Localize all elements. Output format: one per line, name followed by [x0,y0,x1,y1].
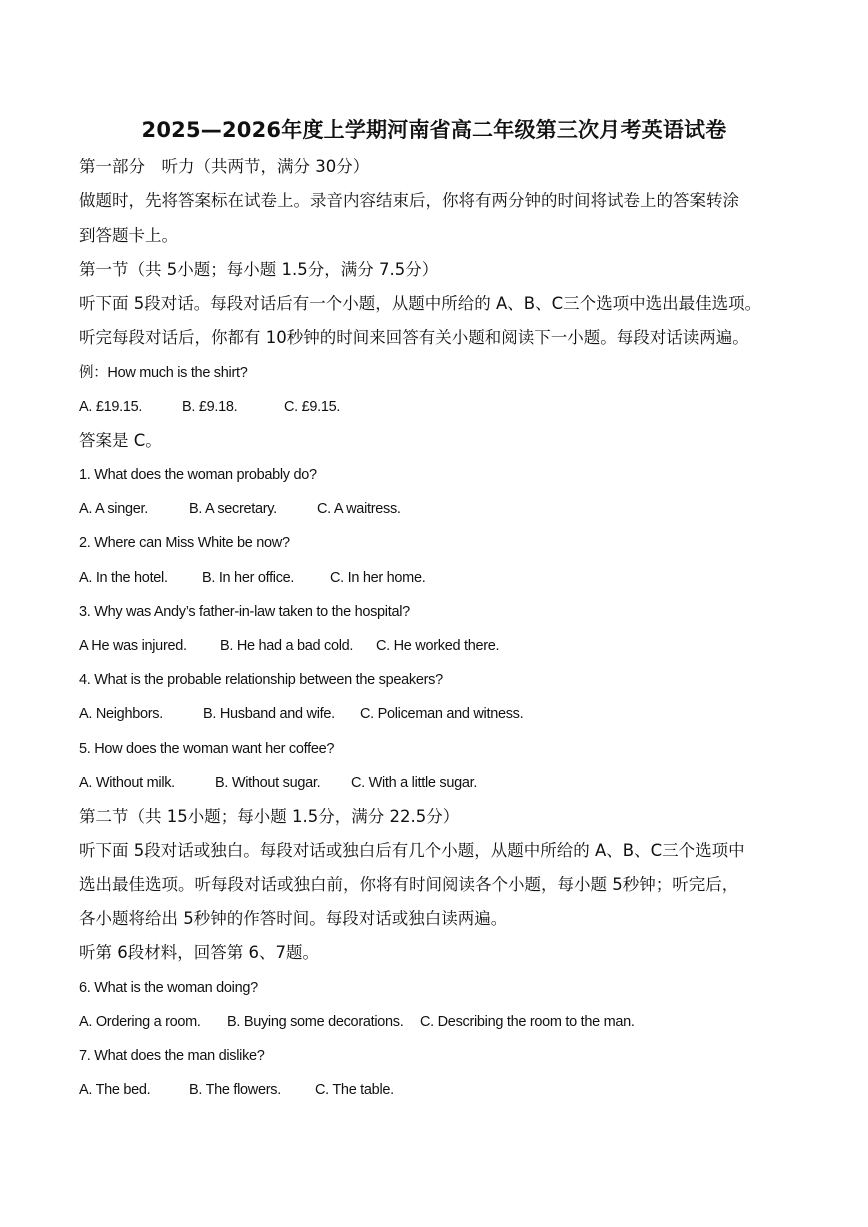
question-7-options [79,1079,394,1101]
question-4: 4. What is the probable relationship between the speakers? [79,672,443,688]
question-5-option-b: B. Without sugar. [215,775,321,791]
question-2-option-a: A. In the hotel. [79,570,168,586]
question-7-option-a: A. The bed. [79,1082,151,1098]
question-6: 6. What is the woman doing? [79,980,258,996]
section1-heading: 第一节（共 5小题；每小题 1.5分，满分 7.5分） [79,260,439,279]
example-option-a: A. £19.15. [79,399,143,415]
question-6-option-c: C. Describing the room to the man. [420,1014,635,1030]
part1-heading: 第一部分 听力（共两节，满分 30分） [79,157,370,176]
question-6-option-a: A. Ordering a room. [79,1014,201,1030]
question-4-option-b: B. Husband and wife. [203,706,335,722]
example-answer: 答案是 C。 [79,431,162,450]
question-2: 2. Where can Miss White be now? [79,535,290,551]
section1-instruction-line2: 听完每段对话后，你都有 10秒钟的时间来回答有关小题和阅读下一小题。每段对话读两遍。 [79,328,749,347]
question-3: 3. Why was Andy’s father-in-law taken to the hospital? [79,604,410,620]
question-3-options [79,635,499,657]
question-5-option-a: A. Without milk. [79,775,175,791]
question-6-option-b: B. Buying some decorations. [227,1014,404,1030]
question-2-option-b: B. In her office. [202,570,295,586]
question-3-option-c: C. He worked there. [376,638,500,654]
question-5-option-c: C. With a little sugar. [351,775,478,791]
question-2-options [79,567,425,589]
example-question: 例：How much is the shirt? [79,365,248,381]
part1-instruction-line1: 做题时，先将答案标在试卷上。录音内容结束后，你将有两分钟的时间将试卷上的答案转涂 [79,191,739,210]
section2-instruction-line2: 选出最佳选项。听每段对话或独白前，你将有时间阅读各个小题，每小题 5秒钟；听完后， [79,875,739,894]
section2-instruction-line1: 听下面 5段对话或独白。每段对话或独白后有几个小题，从题中所给的 A、B、C三个选项中 [79,841,745,860]
question-4-options [79,703,523,725]
question-1: 1. What does the woman probably do? [79,467,317,483]
question-6-options [79,1011,635,1033]
question-5: 5. How does the woman want her coffee? [79,741,335,757]
example-option-b: B. £9.18. [182,399,238,415]
question-1-option-b: B. A secretary. [189,501,277,517]
question-3-option-b: B. He had a bad cold. [220,638,354,654]
question-7: 7. What does the man dislike? [79,1048,265,1064]
question-5-options [79,772,477,794]
question-4-option-c: C. Policeman and witness. [360,706,524,722]
exam-title: 2025—2026年度上学期河南省高二年级第三次月考英语试卷 [141,118,727,142]
question-1-options [79,498,401,520]
section1-instruction-line1: 听下面 5段对话。每段对话后有一个小题，从题中所给的 A、B、C三个选项中选出最佳选项。 [79,294,762,313]
question-3-option-a: A He was injured. [79,638,187,654]
section2-instruction-line3: 各小题将给出 5秒钟的作答时间。每段对话或独白读两遍。 [79,909,508,928]
question-1-option-c: C. A waitress. [317,501,401,517]
example-options [79,396,340,418]
section2-heading: 第二节（共 15小题；每小题 1.5分，满分 22.5分） [79,807,460,826]
question-7-option-b: B. The flowers. [189,1082,281,1098]
material-heading: 听第 6段材料，回答第 6、7题。 [79,943,319,962]
example-option-c: C. £9.15. [284,399,341,415]
question-1-option-a: A. A singer. [79,501,148,517]
question-2-option-c: C. In her home. [330,570,426,586]
question-4-option-a: A. Neighbors. [79,706,163,722]
part1-instruction-line2: 到答题卡上。 [79,226,178,245]
question-7-option-c: C. The table. [315,1082,394,1098]
